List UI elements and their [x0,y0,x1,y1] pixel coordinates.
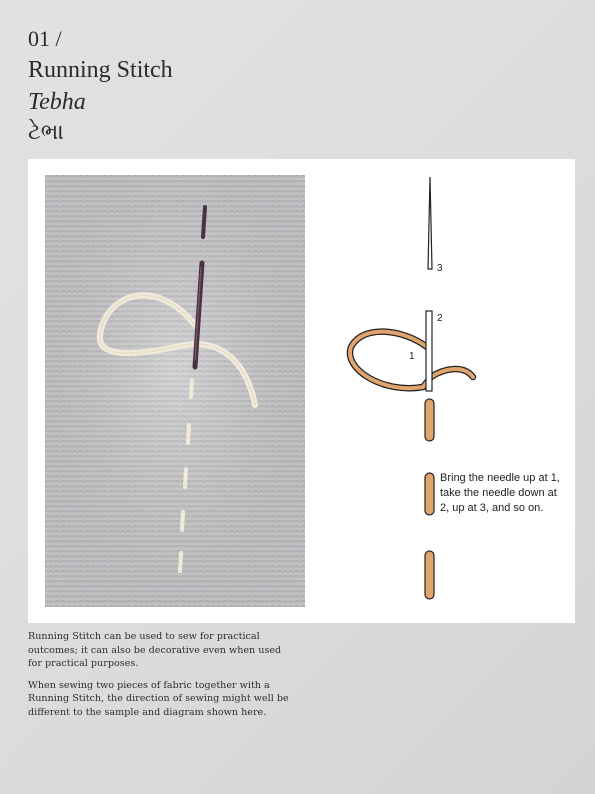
page-header [28,24,173,148]
stitch-diagram [323,159,575,623]
running-stitches [425,399,434,599]
stitch-2 [425,473,434,515]
stitch-3 [425,551,434,599]
page-title: Running Stitch [28,57,173,83]
sample-photo [45,175,305,607]
body-text [28,630,290,728]
illustration-panel [28,159,575,623]
diagram-label-2: 2 [437,313,443,324]
stitch-1 [425,399,434,441]
diagram-label-3: 3 [437,263,443,274]
diagram-caption: Bring the needle up at 1, take the needle down at 2, up at 3, and so on. [440,472,560,514]
section-number: 01 / [28,26,62,51]
diagram-label-1: 1 [409,351,415,362]
body-paragraph-1: Running Stitch can be used to sew for practical outcomes; it can also be decorative even when used for practical purposes. [28,631,282,670]
page-subtitle: Tebha [28,89,86,115]
gujarati-title: ટેભા [28,120,64,145]
needle-3 [428,177,432,269]
body-paragraph-2: When sewing two pieces of fabric together with a Running Stitch, the direction of sewing might well be different to the sample and diagram shown here. [28,679,289,718]
needle-2 [426,311,432,391]
